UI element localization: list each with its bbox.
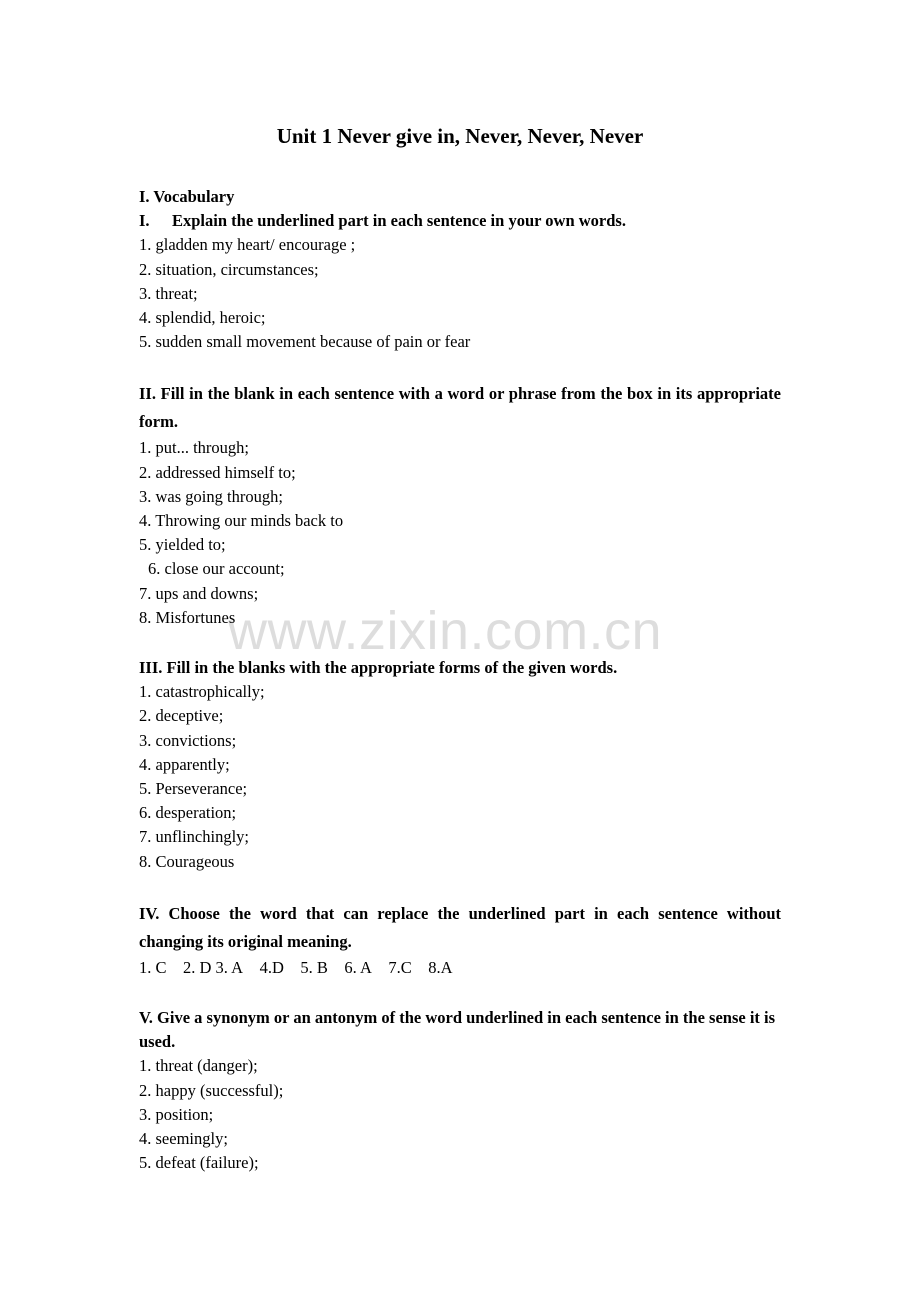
list-item: 3. threat; (139, 283, 198, 303)
list-item: 2. situation, circumstances; (139, 259, 319, 279)
list-item: 6. close our account; (148, 559, 285, 579)
section-divider (139, 874, 781, 900)
list-item: 5. sudden small movement because of pain or fear (139, 332, 471, 352)
list-item: 8. Misfortunes (139, 607, 236, 627)
answer-item: 7.C (388, 957, 412, 977)
section-2-list (139, 436, 781, 630)
list-item: 8. Courageous (139, 851, 235, 871)
watermark: www.zixin.com.cn (228, 601, 663, 661)
page-title: Unit 1 Never give in, Never, Never, Never (276, 124, 644, 148)
list-item: 5. defeat (failure); (139, 1153, 259, 1173)
list-item: 4. seemingly; (139, 1129, 228, 1149)
list-item: 4. Throwing our minds back to (139, 511, 344, 531)
list-item: 2. happy (successful); (139, 1080, 284, 1100)
list-item: 5. yielded to; (139, 535, 226, 555)
list-item: 1. put... through; (139, 438, 249, 458)
section-3-list (139, 680, 781, 874)
list-item: 1. catastrophically; (139, 682, 265, 702)
section-1-heading-text: Explain the underlined part in each sentence in your own words. (172, 211, 626, 231)
section-4-answers (139, 956, 781, 980)
list-item: 7. unflinchingly; (139, 827, 249, 847)
section-2-heading: II. Fill in the blank in each sentence with a word or phrase from the box in its appropriate form. (139, 384, 781, 432)
answer-item: 8.A (428, 957, 453, 977)
list-item: 5. Perseverance; (139, 779, 248, 799)
section-divider (139, 980, 781, 1006)
answer-item: 4.D (259, 957, 284, 977)
vocabulary-heading: I. Vocabulary (139, 187, 235, 206)
section-divider (139, 630, 781, 656)
answer-item: 2. D 3. A (183, 957, 244, 977)
list-item: 1. threat (danger); (139, 1056, 258, 1076)
list-item: 1. gladden my heart/ encourage ; (139, 235, 356, 255)
list-item: 4. apparently; (139, 754, 230, 774)
list-item: 3. convictions; (139, 730, 237, 750)
section-1-list (139, 233, 781, 354)
list-item: 7. ups and downs; (139, 583, 259, 603)
section-5-list (139, 1054, 781, 1175)
list-item: 2. addressed himself to; (139, 462, 296, 482)
section-5-heading: V. Give a synonym or an antonym of the word underlined in each sentence in the sense it is used. (139, 1008, 776, 1052)
answer-item: 6. A (344, 957, 372, 977)
list-item: 4. splendid, heroic; (139, 308, 266, 328)
list-item: 2. deceptive; (139, 706, 224, 726)
section-1-numeral: I. (139, 211, 150, 231)
section-4-heading: IV. Choose the word that can replace the underlined part in each sentence without changing its original meaning. (139, 903, 781, 951)
section-3-heading: III. Fill in the blanks with the appropriate forms of the given words. (139, 658, 618, 678)
list-item: 3. was going through; (139, 486, 283, 506)
section-divider (139, 354, 781, 380)
list-item: 3. position; (139, 1104, 214, 1124)
document-body (139, 185, 781, 1176)
list-item: 6. desperation; (139, 803, 237, 823)
answer-item: 5. B (300, 957, 328, 977)
answer-item: 1. C (139, 957, 167, 977)
section-1-heading (139, 209, 781, 233)
